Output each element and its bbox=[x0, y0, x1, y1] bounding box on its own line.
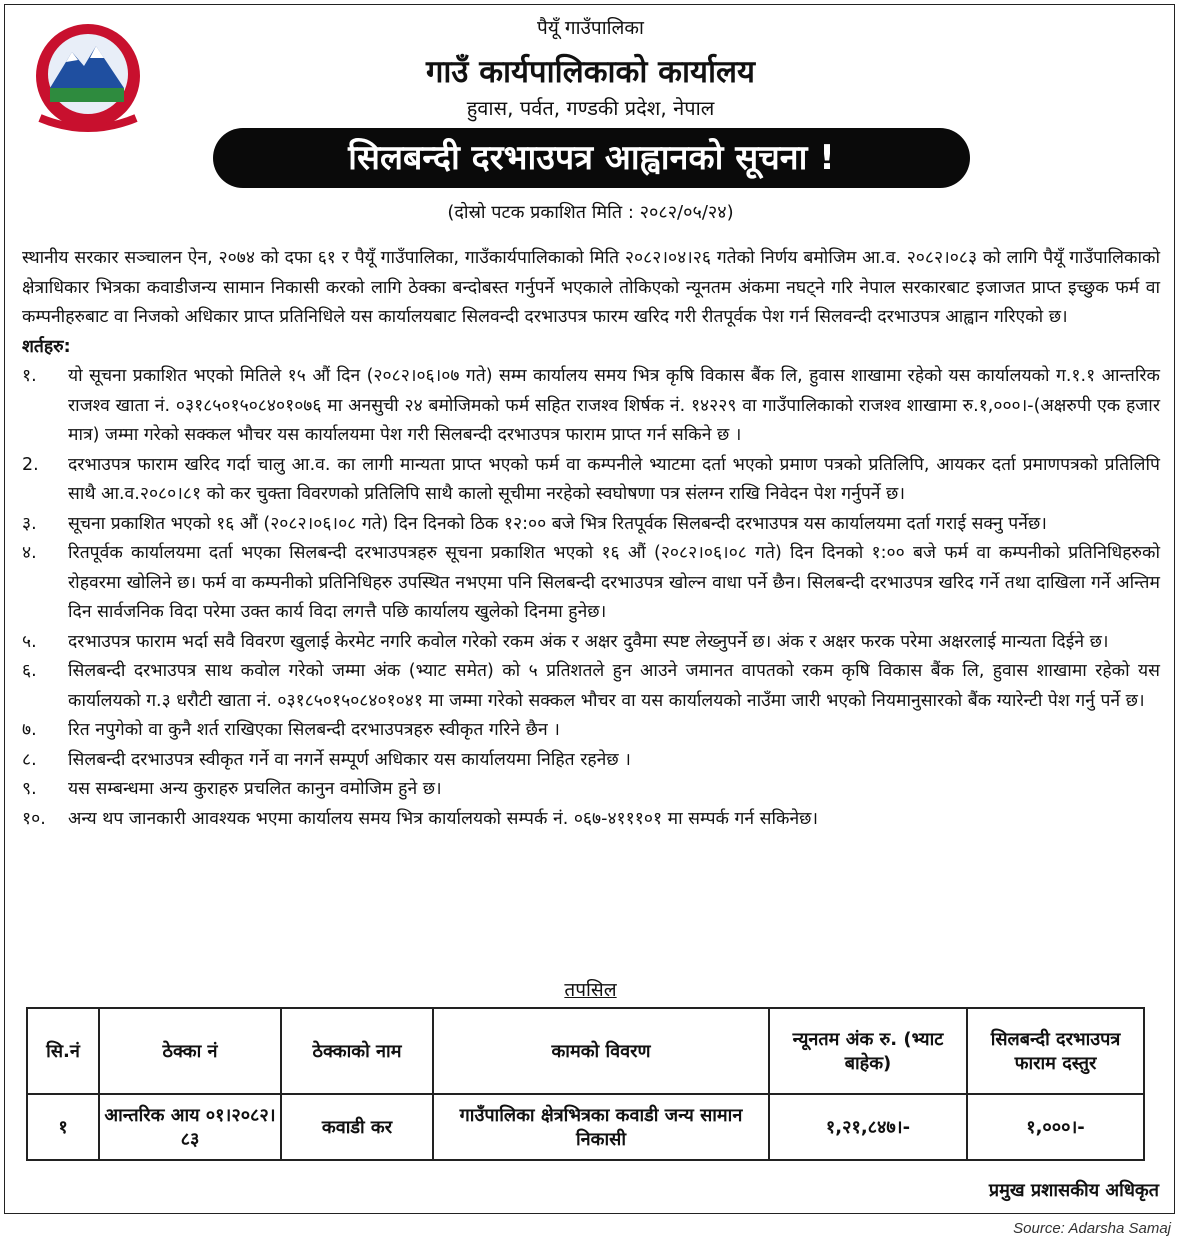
table-caption: तपसिल bbox=[564, 979, 617, 1001]
publish-date: (दोस्रो पटक प्रकाशित मिति : २०८२/०५/२४) bbox=[447, 202, 734, 223]
column-header: ठेक्काको नाम bbox=[281, 1008, 433, 1094]
municipality-name: पैयूँ गाउँपालिका bbox=[537, 17, 644, 39]
condition-number: १. bbox=[22, 366, 37, 386]
notice-body bbox=[22, 244, 1160, 834]
condition-text: यो सूचना प्रकाशित भएको मितिले १५ औं दिन (२०८२।०६।०७ गते) सम्म कार्यालय समय भित्र कृषि विकास बैंक लि, हुवास शाखामा रहेको यस कार्यालयको ग.१.१ आन्तरिक राजश्व खाता नं. ०३१८५०१५०८४०१०७६ मा अनसुची २४ बमोजिमको फर्म सहित राजश्व शिर्षक नं. १४२२९ वा गाउँपालिकाको राजश्व शाखामा रु.१,०००।-(अक्षरुपी एक हजार मात्र) जम्मा गरेको सक्कल भौचर यस कार्यालयमा पेश गरी सिलबन्दी दरभाउपत्र फाराम प्राप्त गर्न सकिने छ । bbox=[68, 366, 1160, 445]
column-header: न्यूनतम अंक रु. (भ्याट बाहेक) bbox=[769, 1008, 967, 1094]
condition-text: सिलबन्दी दरभाउपत्र साथ कवोल गरेको जम्मा अंक (भ्याट समेत) को ५ प्रतिशतले हुन आउने जमानत वापतको रकम कृषि विकास बैंक लि, हुवास शाखामा रहेको यस कार्यालयको ग.३ धरौटी खाता नं. ०३१८५०१५०८४०१०४१ मा जम्मा गरेको सक्कल भौचर वा यस कार्यालयको नाउँमा जारी भएको नियमानुसारको बैंक ग्यारेन्टी पेश गर्नु पर्ने छ। bbox=[68, 661, 1160, 711]
condition-number: ६. bbox=[22, 661, 37, 681]
column-header: सि.नं bbox=[27, 1008, 99, 1094]
signature: प्रमुख प्रशासकीय अधिकृत bbox=[988, 1180, 1159, 1201]
conditions-title: शर्तहरु: bbox=[22, 336, 71, 357]
table-cell: गाउँपालिका क्षेत्रभित्रका कवाडी जन्य सामान निकासी bbox=[433, 1094, 769, 1160]
condition-item bbox=[22, 451, 1160, 510]
office-address: हुवास, पर्वत, गण्डकी प्रदेश, नेपाल bbox=[466, 96, 715, 120]
notice-title: सिलबन्दी दरभाउपत्र आह्वानको सूचना ! bbox=[213, 128, 970, 188]
table-cell: १,२१,८४७।- bbox=[769, 1094, 967, 1160]
condition-text: रित नपुगेको वा कुनै शर्त राखिएका सिलबन्दी दरभाउपत्रहरु स्वीकृत गरिने छैन । bbox=[68, 720, 560, 740]
condition-item bbox=[22, 628, 1160, 658]
condition-text: सिलबन्दी दरभाउपत्र स्वीकृत गर्ने वा नगर्ने सम्पूर्ण अधिकार यस कार्यालयमा निहित रहनेछ । bbox=[68, 749, 631, 770]
condition-number: 2. bbox=[22, 454, 39, 475]
condition-number: ४. bbox=[22, 543, 37, 563]
condition-item bbox=[22, 716, 1160, 746]
source-credit: Source: Adarsha Samaj bbox=[1013, 1220, 1171, 1237]
condition-text: सूचना प्रकाशित भएको १६ औं (२०८२।०६।०८ गते) दिन दिनको ठिक १२:०० बजे भित्र रितपूर्वक सिलबन्दी दरभाउपत्र यस कार्यालयमा दर्ता गराई सक्नु पर्नेछ। bbox=[68, 513, 1047, 534]
details-table bbox=[26, 1007, 1145, 1161]
column-header: ठेक्का नं bbox=[99, 1008, 281, 1094]
condition-item bbox=[22, 362, 1160, 451]
condition-item bbox=[22, 510, 1160, 540]
table-cell: कवाडी कर bbox=[281, 1094, 433, 1160]
condition-item bbox=[22, 775, 1160, 805]
condition-number: ७. bbox=[22, 720, 37, 740]
table-cell: १ bbox=[27, 1094, 99, 1160]
condition-item bbox=[22, 657, 1160, 716]
condition-number: ५. bbox=[22, 631, 37, 652]
condition-text: दरभाउपत्र फाराम खरिद गर्दा चालु आ.व. का लागी मान्यता प्राप्त भएको फर्म वा कम्पनीले भ्याटमा दर्ता भएको प्रमाण पत्रको प्रतिलिपि, आयकर दर्ता प्रमाणपत्रको प्रतिलिपि साथै आ.व.२०८०।८१ को कर चुक्ता विवरणको प्रतिलिपि साथै कालो सूचीमा नरहेको स्वघोषणा पत्र संलग्न राखि निवेदन पेश गर्नुपर्ने छ। bbox=[68, 454, 1160, 504]
condition-number: ९. bbox=[22, 779, 37, 799]
condition-number: ८. bbox=[22, 749, 37, 770]
table-header-row bbox=[27, 1008, 1144, 1094]
office-name: गाउँ कार्यपालिकाको कार्यालय bbox=[425, 54, 756, 90]
column-header: कामको विवरण bbox=[433, 1008, 769, 1094]
table-row bbox=[27, 1094, 1144, 1160]
condition-item bbox=[22, 805, 1160, 835]
intro-paragraph: स्थानीय सरकार सञ्चालन ऐन, २०७४ को दफा ६१ र पैयूँ गाउँपालिका, गाउँकार्यपालिकाको मिति २०८२।०४।२६ गतेको निर्णय बमोजिम आ.व. २०८२।०८३ को लागि पैयूँ गाउँपालिकाको क्षेत्राधिकार भित्रका कवाडीजन्य सामान निकासी करको लागि ठेक्का बन्दोबस्त गर्नुपर्ने भएकाले तोकिएको न्यूनतम अंकमा नघट्ने गरि नेपाल सरकारबाट इजाजत प्राप्त इच्छुक फर्म वा कम्पनीहरुबाट वा निजको अधिकार प्राप्त प्रतिनिधिले यस कार्यालयबाट सिलवन्दी दरभाउपत्र फारम खरिद गरी रीतपूर्वक पेश गर्न सिलवन्दी दरभाउपत्र आह्वान गरिएको छ। bbox=[22, 248, 1160, 327]
condition-text: दरभाउपत्र फाराम भर्दा सवै विवरण खुलाई केरमेट नगरि कवोल गरेको रकम अंक र अक्षर दुवैमा स्पष्ट लेख्नुपर्ने छ। अंक र अक्षर फरक परेमा अक्षरलाई मान्यता दिईने छ। bbox=[68, 631, 1109, 652]
condition-number: ३. bbox=[22, 513, 37, 534]
condition-text: रितपूर्वक कार्यालयमा दर्ता भएका सिलबन्दी दरभाउपत्रहरु सूचना प्रकाशित भएको १६ औं (२०८२।०६।०८ गते) दिन दिनको १:०० बजे फर्म वा कम्पनीको प्रतिनिधिहरुको रोहवरमा खोलिने छ। फर्म वा कम्पनीको प्रतिनिधिहरु उपस्थित नभएमा पनि सिलबन्दी दरभाउपत्र खोल्न वाधा पर्ने छैन। सिलबन्दी दरभाउपत्र खरिद गर्ने तथा दाखिला गर्ने अन्तिम दिन सार्वजनिक विदा परेमा उक्त कार्य विदा लगत्तै पछि कार्यालय खुलेको दिनमा हुनेछ। bbox=[68, 543, 1160, 622]
table-cell: १,०००।- bbox=[967, 1094, 1144, 1160]
condition-text: यस सम्बन्धमा अन्य कुराहरु प्रचलित कानुन वमोजिम हुने छ। bbox=[68, 779, 442, 799]
column-header: सिलबन्दी दरभाउपत्र फाराम दस्तुर bbox=[967, 1008, 1144, 1094]
condition-text: अन्य थप जानकारी आवश्यक भएमा कार्यालय समय भित्र कार्यालयको सम्पर्क नं. ०६७-४१११०१ मा सम्पर्क गर्न सकिनेछ। bbox=[68, 808, 819, 829]
conditions-list bbox=[22, 362, 1160, 834]
condition-item bbox=[22, 746, 1160, 776]
table-cell: आन्तरिक आय ०१।२०८२।८३ bbox=[99, 1094, 281, 1160]
condition-number: १०. bbox=[22, 808, 46, 829]
condition-item bbox=[22, 539, 1160, 628]
